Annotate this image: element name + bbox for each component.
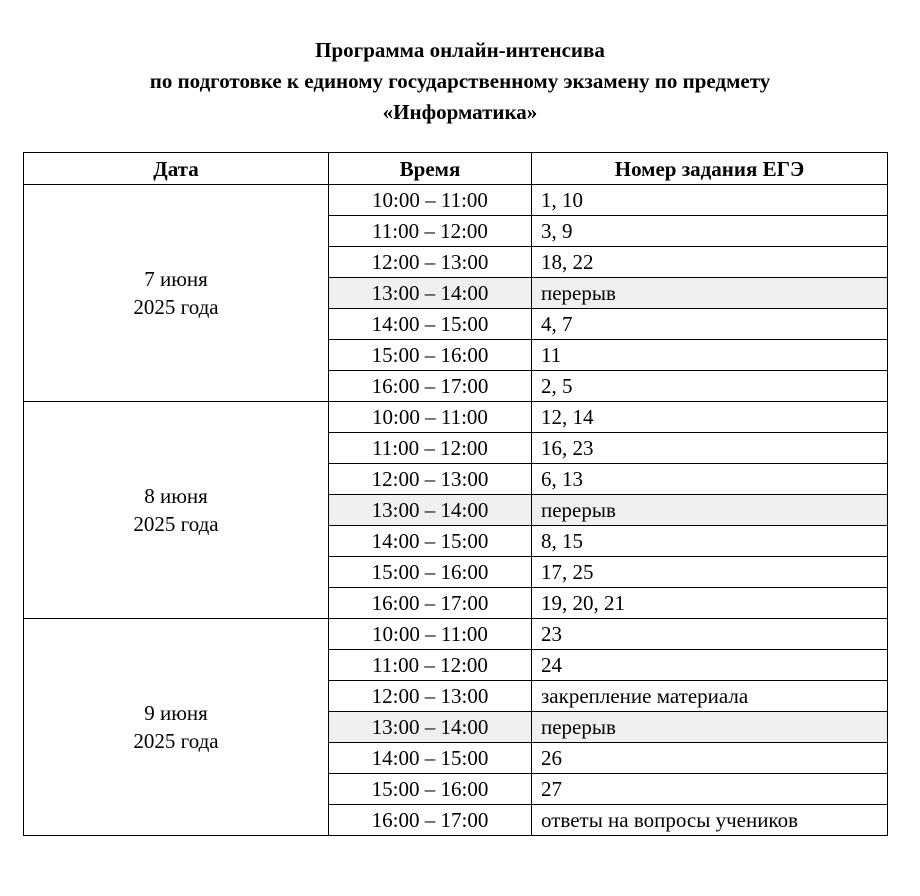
- task-cell: 2, 5: [532, 371, 888, 402]
- time-cell: 11:00 – 12:00: [329, 216, 532, 247]
- task-cell: 24: [532, 650, 888, 681]
- time-cell: 15:00 – 16:00: [329, 774, 532, 805]
- task-cell: 8, 15: [532, 526, 888, 557]
- date-year: 2025 года: [133, 295, 219, 319]
- task-cell: 16, 23: [532, 433, 888, 464]
- task-cell: закрепление материала: [532, 681, 888, 712]
- title-line-3: «Информатика»: [382, 100, 538, 124]
- time-cell: 12:00 – 13:00: [329, 247, 532, 278]
- task-cell: ответы на вопросы учеников: [532, 805, 888, 836]
- time-cell: 14:00 – 15:00: [329, 309, 532, 340]
- task-cell: перерыв: [532, 278, 888, 309]
- time-cell: 12:00 – 13:00: [329, 464, 532, 495]
- time-cell: 16:00 – 17:00: [329, 805, 532, 836]
- task-cell: 26: [532, 743, 888, 774]
- time-cell: 15:00 – 16:00: [329, 557, 532, 588]
- time-cell: 13:00 – 14:00: [329, 712, 532, 743]
- title-line-2: по подготовке к единому государственному экзамену по предмету: [149, 69, 771, 93]
- schedule-body: [24, 185, 888, 836]
- schedule-table: [23, 152, 888, 836]
- time-cell: 15:00 – 16:00: [329, 340, 532, 371]
- time-cell: 10:00 – 11:00: [329, 185, 532, 216]
- time-cell: 16:00 – 17:00: [329, 371, 532, 402]
- time-cell: 16:00 – 17:00: [329, 588, 532, 619]
- time-cell: 11:00 – 12:00: [329, 650, 532, 681]
- time-cell: 14:00 – 15:00: [329, 526, 532, 557]
- time-cell: 10:00 – 11:00: [329, 402, 532, 433]
- table-row: [24, 185, 888, 216]
- header-row: [24, 153, 888, 185]
- date-day: 7 июня: [144, 267, 208, 291]
- task-cell: 12, 14: [532, 402, 888, 433]
- task-cell: 3, 9: [532, 216, 888, 247]
- date-cell: [24, 619, 329, 836]
- task-cell: 19, 20, 21: [532, 588, 888, 619]
- date-cell: [24, 185, 329, 402]
- time-cell: 14:00 – 15:00: [329, 743, 532, 774]
- time-cell: 10:00 – 11:00: [329, 619, 532, 650]
- table-row: [24, 402, 888, 433]
- header-time: Время: [329, 153, 532, 185]
- date-year: 2025 года: [133, 512, 219, 536]
- time-cell: 11:00 – 12:00: [329, 433, 532, 464]
- date-day: 9 июня: [144, 701, 208, 725]
- table-row: [24, 619, 888, 650]
- page-title: [0, 35, 920, 128]
- task-cell: 6, 13: [532, 464, 888, 495]
- task-cell: перерыв: [532, 495, 888, 526]
- task-cell: 4, 7: [532, 309, 888, 340]
- time-cell: 13:00 – 14:00: [329, 278, 532, 309]
- task-cell: 27: [532, 774, 888, 805]
- task-cell: 11: [532, 340, 888, 371]
- time-cell: 13:00 – 14:00: [329, 495, 532, 526]
- title-line-1: Программа онлайн-интенсива: [315, 38, 605, 62]
- date-year: 2025 года: [133, 729, 219, 753]
- header-date: Дата: [24, 153, 329, 185]
- task-cell: 23: [532, 619, 888, 650]
- time-cell: 12:00 – 13:00: [329, 681, 532, 712]
- task-cell: перерыв: [532, 712, 888, 743]
- header-task: Номер задания ЕГЭ: [532, 153, 888, 185]
- task-cell: 17, 25: [532, 557, 888, 588]
- date-day: 8 июня: [144, 484, 208, 508]
- task-cell: 1, 10: [532, 185, 888, 216]
- task-cell: 18, 22: [532, 247, 888, 278]
- date-cell: [24, 402, 329, 619]
